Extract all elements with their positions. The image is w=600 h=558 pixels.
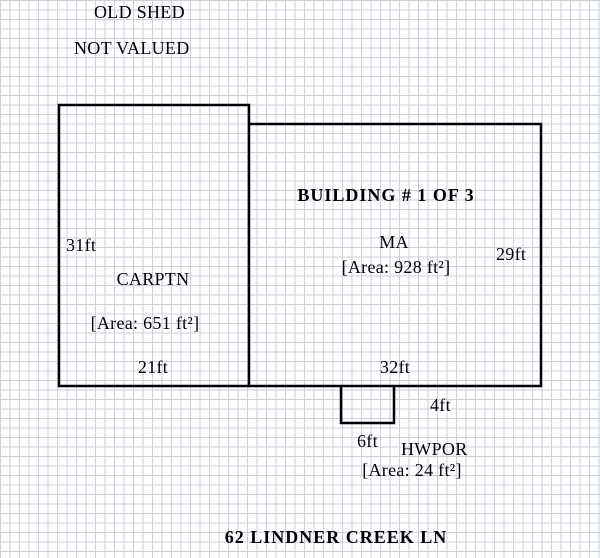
carport-area-size: [Area: 651 ft²]	[90, 313, 200, 333]
carport-bottom-dimension: 21ft	[137, 357, 169, 377]
porch-outline	[341, 386, 394, 423]
porch-area-size: [Area: 24 ft²]	[362, 460, 462, 480]
building-title: BUILDING # 1 OF 3	[297, 185, 475, 205]
shed-note: OLD SHED	[94, 2, 185, 22]
carport-code: CARPTN	[116, 269, 190, 289]
carport-left-dimension: 31ft	[66, 235, 97, 255]
porch-code: HWPOR	[401, 439, 468, 459]
not-valued-note: NOT VALUED	[74, 38, 190, 58]
property-address: 62 LINDNER CREEK LN	[224, 527, 448, 547]
porch-right-dimension: 4ft	[430, 395, 451, 415]
main-bottom-dimension: 32ft	[379, 357, 411, 377]
main-right-dimension: 29ft	[496, 244, 527, 264]
porch-bottom-dimension: 6ft	[357, 431, 378, 451]
main-area-size: [Area: 928 ft²]	[341, 257, 451, 277]
main-area-code: MA	[379, 232, 409, 252]
